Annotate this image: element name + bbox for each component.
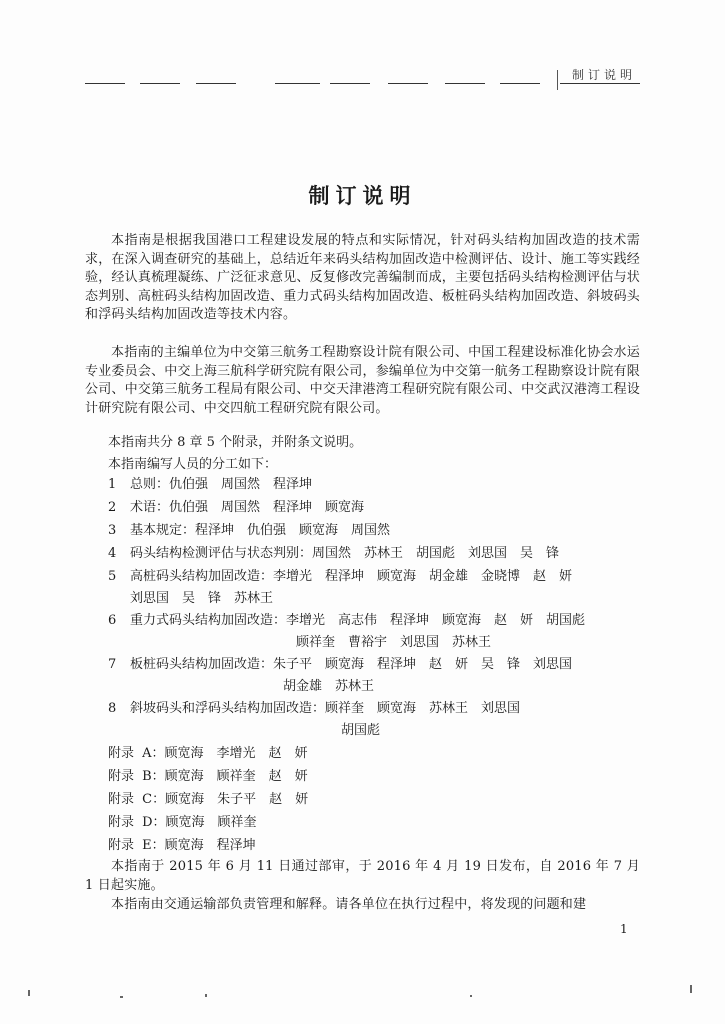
scan-speck <box>205 994 207 997</box>
chapter-number: 8 <box>108 701 117 716</box>
header-rule-segment <box>388 83 428 84</box>
chapter-authors: 码头结构检测评估与状态判别：周国然 苏林王 胡国彪 刘思国 吴 锋 <box>130 546 560 561</box>
chapter-authors: 高桩码头结构加固改造：李增光 程泽坤 顾宽海 胡金雄 金晓博 赵 妍 <box>130 569 573 584</box>
appendix-authors: 附录 D：顾宽海 顾祥奎 <box>108 815 257 830</box>
paragraph-organizations: 本指南的主编单位为中交第三航务工程勘察设计院有限公司、中国工程建设标准化协会水运专业委员会、中交上海三航科学研究院有限公司，参编单位为中交第一航务工程勘察设计院有限公司、中交第三航务工程局有限公司、中交天津港湾工程研究院有限公司、中交武汉港湾工程设计研究院有限公司、中交四航工程研究院有限公司。 <box>85 345 640 416</box>
chapter-number: 7 <box>108 657 117 672</box>
authors-intro: 本指南编写人员的分工如下： <box>108 457 278 472</box>
header-rule-segment <box>500 83 540 84</box>
closing-note: 本指南由交通运输部负责管理和解释。请各单位在执行过程中，将发现的问题和建 <box>111 897 587 912</box>
header-rule-segment <box>275 83 320 84</box>
paragraph-intro: 本指南是根据我国港口工程建设发展的特点和实际情况，针对码头结构加固改造的技术需求，在深入调查研究的基础上，总结近年来码头结构加固改造中检测评估、设计、施工等实践经验，经认真梳理凝练、广泛征求意见、反复修改完善编制而成，主要包括码头结构检测评估与状态判别、高桩码头结构加固改造、重力式码头结构加固改造、板桩码头结构加固改造、斜坡码头和浮码头结构加固改造等技术内容。 <box>85 233 640 323</box>
page-title: 制订说明 <box>308 183 417 208</box>
header-rule-segment <box>445 83 485 84</box>
chapter-authors-continued: 顾祥奎 曹裕宇 刘思国 苏林王 <box>296 635 492 650</box>
appendix-authors: 附录 B：顾宽海 顾祥奎 赵 妍 <box>108 769 308 784</box>
scan-speck <box>120 996 123 998</box>
chapter-authors: 斜坡码头和浮码头结构加固改造：顾祥奎 顾宽海 苏林王 刘思国 <box>130 701 521 716</box>
header-rule-segment <box>330 83 370 84</box>
scan-speck <box>28 990 30 996</box>
structure-note: 本指南共分 8 章 5 个附录，并附条文说明。 <box>108 435 363 450</box>
header-rule-segment <box>560 83 640 84</box>
header-rule-segment <box>85 83 125 84</box>
chapter-number: 5 <box>108 569 117 584</box>
chapter-number: 6 <box>108 613 117 628</box>
chapter-authors: 板桩码头结构加固改造：朱子平 顾宽海 程泽坤 赵 妍 吴 锋 刘思国 <box>130 657 573 672</box>
chapter-authors: 基本规定：程泽坤 仇伯强 顾宽海 周国然 <box>130 523 391 538</box>
page-number: 1 <box>620 922 628 936</box>
appendix-authors: 附录 E：顾宽海 程泽坤 <box>108 838 256 853</box>
chapter-authors: 总则：仇伯强 周国然 程泽坤 <box>130 477 313 492</box>
chapter-number: 2 <box>108 500 117 515</box>
chapter-number: 4 <box>108 546 117 561</box>
chapter-authors-continued: 胡国彪 <box>341 723 381 738</box>
header-rule-segment <box>196 83 236 84</box>
scan-speck <box>470 995 472 997</box>
chapter-authors: 术语：仇伯强 周国然 程泽坤 顾宽海 <box>130 500 365 515</box>
chapter-authors-continued: 刘思国 吴 锋 苏林王 <box>130 591 274 606</box>
chapter-number: 1 <box>108 477 117 492</box>
header-tick <box>557 70 558 90</box>
header-rule-segment <box>140 83 180 84</box>
running-header: 制订说明 <box>572 68 637 82</box>
scan-speck <box>690 985 692 993</box>
appendix-authors: 附录 C：顾宽海 朱子平 赵 妍 <box>108 792 309 807</box>
publication-note: 本指南于 2015 年 6 月 11 日通过部审，于 2016 年 4 月 19 日发布，自 2016 年 7 月 1 日起实施。 <box>85 859 640 893</box>
appendix-authors: 附录 A：顾宽海 李增光 赵 妍 <box>108 746 308 761</box>
chapter-number: 3 <box>108 523 117 538</box>
chapter-authors-continued: 胡金雄 苏林王 <box>283 679 375 694</box>
chapter-authors: 重力式码头结构加固改造：李增光 高志伟 程泽坤 顾宽海 赵 妍 胡国彪 <box>130 613 586 628</box>
